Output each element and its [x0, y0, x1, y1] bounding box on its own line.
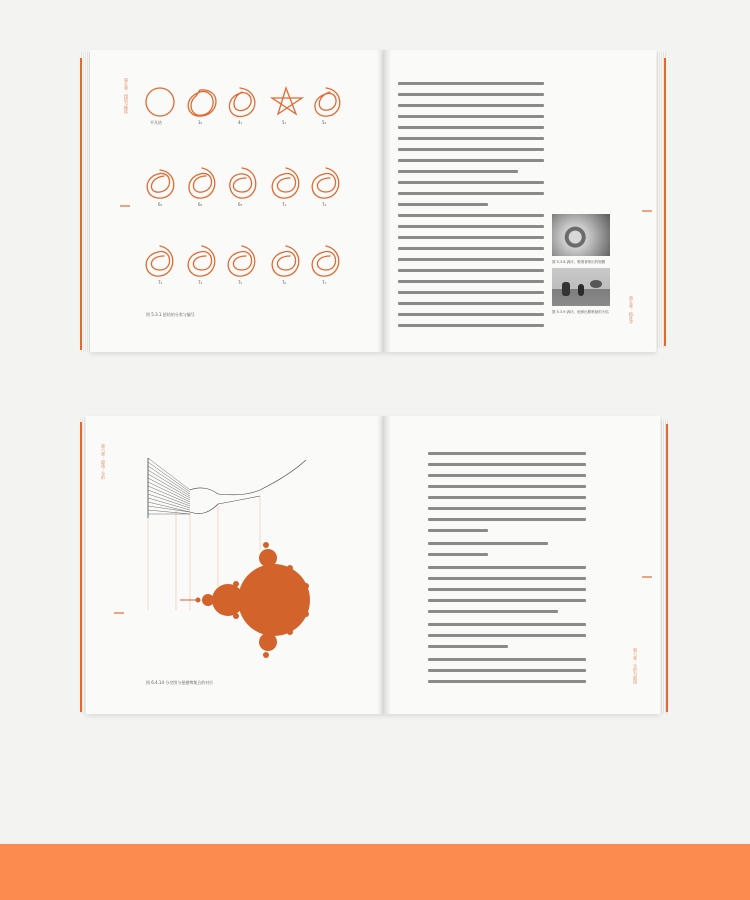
knot-5-1-diagram — [272, 88, 302, 114]
knot-7-4-diagram — [188, 246, 215, 276]
left-cover-edge — [80, 422, 82, 712]
knot-7-1-diagram — [272, 168, 299, 198]
knot-6-2-diagram — [189, 168, 215, 198]
text-line — [428, 680, 586, 683]
book-gutter — [377, 50, 391, 352]
knot-label: 7₂ — [322, 202, 327, 207]
top-book-spread — [0, 0, 750, 380]
running-head-left: 第五章 · 纽结与链环 — [124, 78, 129, 114]
text-line — [398, 236, 544, 239]
right-cover-edge — [664, 58, 666, 346]
figure-caption-bottom-left: 图 6.4.14 分岔图与曼德博集合的对应 — [146, 680, 214, 685]
knot-4-1-diagram — [229, 88, 254, 117]
text-line — [398, 148, 544, 151]
bifurcation-mandelbrot-figure — [140, 450, 320, 670]
text-line — [428, 599, 586, 602]
text-line — [428, 588, 586, 591]
book-gutter — [377, 416, 391, 714]
text-line — [398, 137, 544, 140]
knot-label: 7₇ — [322, 280, 327, 285]
running-head-right: 第六章 · 分形与混沌 — [633, 648, 638, 684]
text-line — [398, 115, 544, 118]
text-line — [428, 518, 586, 521]
knot-7-6-diagram — [272, 246, 299, 276]
text-line — [428, 529, 488, 532]
mandelbrot-set — [180, 542, 310, 658]
text-line — [428, 507, 586, 510]
knot-label: 7₄ — [198, 280, 203, 285]
right-cover-edge — [666, 424, 668, 712]
left-cover-edge — [80, 58, 82, 350]
knot-label: 6₂ — [198, 202, 203, 207]
knot-5-2-diagram — [315, 88, 340, 116]
knot-6-1-diagram — [147, 170, 174, 198]
text-line — [428, 658, 586, 661]
knot-table-figure — [130, 80, 360, 300]
page-ornament-left — [114, 612, 124, 614]
knot-label: 6₁ — [158, 202, 163, 207]
text-line — [398, 181, 544, 184]
knot-3-1-diagram — [188, 90, 216, 116]
knot-7-7-diagram — [312, 246, 339, 276]
text-line — [428, 669, 586, 672]
text-line — [398, 93, 544, 96]
running-head-left: 第六章 · 混沌 · 分形 — [101, 444, 106, 480]
knot-label: 5₁ — [282, 120, 287, 125]
text-line — [428, 452, 586, 455]
knot-6-3-diagram — [230, 168, 256, 198]
page-ornament-right — [642, 576, 652, 578]
text-line — [398, 214, 544, 217]
photo-caption-1: 图 5.3.8 涡环，吸烟者喷出的烟圈 — [552, 260, 606, 264]
text-line — [398, 82, 544, 85]
text-line — [428, 645, 508, 648]
knot-label: 平凡结 — [150, 120, 162, 125]
text-line — [428, 553, 488, 556]
text-line — [398, 258, 544, 261]
text-line — [428, 634, 586, 637]
text-line — [428, 623, 586, 626]
text-line — [398, 192, 544, 195]
text-line — [428, 474, 586, 477]
knot-label: 7₃ — [158, 280, 163, 285]
knot-7-3-diagram — [146, 246, 173, 276]
running-head-right: 第五章 · 拓扑学 — [629, 296, 634, 324]
text-line — [428, 566, 586, 569]
page-ornament-right — [642, 210, 652, 212]
text-line — [398, 313, 544, 316]
knot-label: 3₁ — [198, 120, 203, 125]
page-ornament-left — [120, 205, 130, 207]
knot-7-5-diagram — [228, 246, 255, 276]
text-line — [398, 170, 518, 173]
photo-caption-2: 图 5.3.9 涡环，炮弹出膛喷射的火焰 — [552, 310, 609, 314]
smoke-ring-photo — [552, 214, 610, 256]
text-line — [398, 203, 488, 206]
text-line — [398, 225, 544, 228]
text-line — [398, 269, 544, 272]
text-line — [398, 280, 544, 283]
text-line — [398, 159, 544, 162]
text-line — [428, 496, 586, 499]
text-line — [428, 485, 586, 488]
text-line — [398, 302, 544, 305]
orange-footer-band — [0, 844, 750, 900]
text-line — [398, 104, 544, 107]
text-line — [398, 324, 544, 327]
knot-label: 6₃ — [238, 202, 243, 207]
text-line — [398, 291, 544, 294]
text-line — [428, 577, 586, 580]
text-line — [428, 610, 558, 613]
bottom-book-spread — [0, 400, 750, 730]
text-line — [428, 542, 548, 545]
knot-label: 7₅ — [238, 280, 243, 285]
bifurcation-diagram — [148, 458, 306, 518]
knot-label: 7₁ — [282, 202, 287, 207]
text-line — [428, 463, 586, 466]
knot-label: 5₂ — [322, 120, 327, 125]
unknot-diagram — [146, 88, 174, 116]
text-line — [398, 247, 544, 250]
figure-caption-top-left: 图 5.3.1 纽结的分类与编号 — [146, 312, 195, 317]
knot-label: 7₆ — [282, 280, 287, 285]
cannon-vortex-photo — [552, 268, 610, 306]
text-line — [398, 126, 544, 129]
knot-label: 4₁ — [238, 120, 243, 125]
knot-7-2-diagram — [312, 168, 339, 198]
